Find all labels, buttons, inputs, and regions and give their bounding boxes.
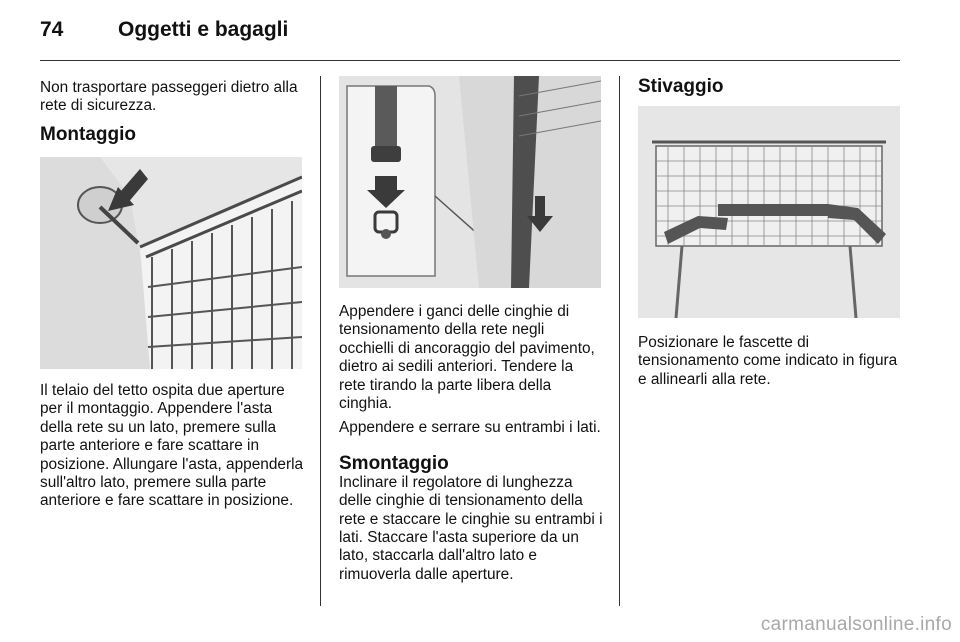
column-1-intro [40,79,306,116]
intro-paragraph: Non trasportare passeggeri dietro alla rete di sicurezza. [40,79,298,115]
stivaggio-paragraph: Posizionare le fascette di tensionamento come indicato in figura e allinearli alla rete. [638,334,898,388]
watermark-text: carmanualsonline.info [760,614,952,635]
chapter-title: Oggetti e bagagli [118,18,289,41]
column-3-body [638,334,906,389]
header-rule [40,60,900,61]
montaggio-paragraph: Il telaio del tetto ospita due aperture per il montaggio. Appendere l'asta della rete su un lato, premere sulla parte anteriore e fare scattare in posizione. Allungare l'asta, appenderla sull'altro lato, premere sulla parte anteriore e fare scattare in posizione. [40,382,304,510]
heading-montaggio: Montaggio [40,124,137,145]
page-number: 74 [40,18,64,41]
column-divider-left [320,76,321,606]
wall-bracket-arrow-icon [40,157,302,369]
figure-stivaggio [638,106,900,318]
heading-smontaggio: Smontaggio [339,452,449,474]
cinghie-paragraph: Appendere i ganci delle cinghie di tensionamento della rete negli occhielli di ancoraggio del pavimento, dietro ai sedili anteriori. Tendere la rete tirando la parte libera della cinghia. [339,303,595,413]
column-1-heading-wrap [40,126,306,144]
column-1-body [40,382,306,511]
smontaggio-paragraph: Inclinare il regolatore di lunghezza delle cinghie di tensionamento della rete e staccare le cinghie su entrambi i lati. Staccare l'asta superiore da un lato, staccarla dall'altro lato e rimuoverla dalle aperture. [339,473,603,583]
entrambi-paragraph: Appendere e serrare su entrambi i lati. [339,419,601,437]
column-divider-right [619,76,620,606]
folded-net-icon [638,106,900,318]
figure-cinghie [339,76,601,288]
column-3-heading-wrap [638,78,906,96]
figure-montaggio [40,157,302,369]
strap-hook-icon [339,76,601,288]
page-header [40,14,920,50]
heading-stivaggio: Stivaggio [638,76,724,97]
column-2-body [339,303,603,584]
